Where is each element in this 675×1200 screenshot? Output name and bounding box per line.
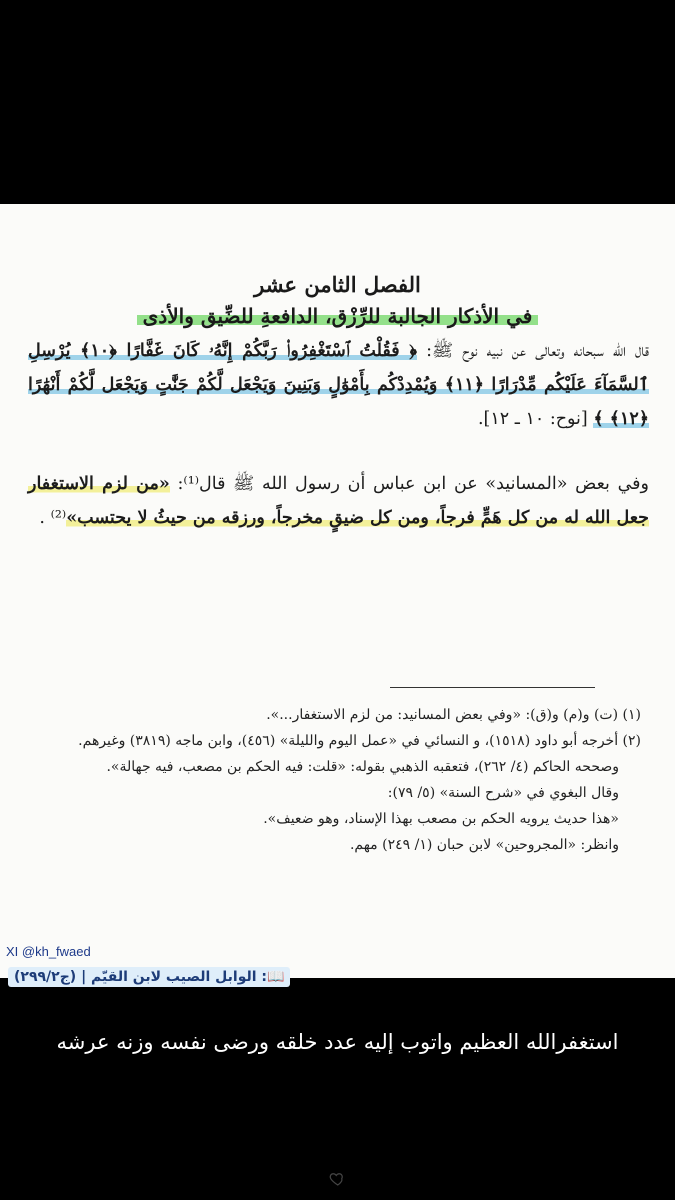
footnote: وانظر: «المجروحين» لابن حبان (١/ ٢٤٩) مهم. xyxy=(349,837,619,853)
hadith-text: «من لزم الاستغفار جعل الله له من كل هَمٍّ فرجاً، ومن كل ضيقٍ مخرجاً، ورزقه من حيثُ لا يحتسب» xyxy=(28,474,649,528)
paragraph-verse xyxy=(28,334,649,436)
footnotes xyxy=(40,702,641,858)
footnote: «هذا حديث يرويه الحكم بن مصعب بهذا الإسناد، وهو ضعيف». xyxy=(263,811,619,827)
chapter-subtitle: في الأذكار الجالبة للرِّزْق، الدافعةِ للضِّيق والأذى xyxy=(137,304,539,328)
paragraph-hadith xyxy=(28,467,649,535)
footnote-separator xyxy=(390,687,595,688)
footnote: وصححه الحاكم (٤/ ٢٦٢)، فتعقبه الذهبي بقوله: «قلت: فيه الحكم بن مصعب، فيه جهالة». xyxy=(106,759,619,775)
quran-verse: ﴿ فَقُلْتُ ٱسْتَغْفِرُوا۟ رَبَّكُمْ إِنَّهُۥ كَانَ غَفَّارًا ﴿١٠﴾ يُرْسِلِ ٱلسَّمَآءَ عَلَيْكُم مِّدْرَارًا ﴿١١﴾ وَيُمْدِدْكُم بِأَمْوَٰلٍ وَبَنِينَ وَيَجْعَل لَّكُمْ جَنَّٰتٍ وَيَجْعَل لَّكُمْ أَنْهَٰرًا ﴿١٢﴾ ﴾ xyxy=(28,341,650,429)
footnote: (١) (ت) و(م) و(ق): «وفي بعض المسانيد: من لزم الاستغفار...». xyxy=(266,707,641,723)
heart-icon[interactable] xyxy=(328,1170,346,1188)
chapter-subtitle-wrap xyxy=(0,304,675,328)
paragraph2-intro: وفي بعض «المسانيد» عن ابن عباس أن رسول الله ﷺ قال⁽¹⁾: xyxy=(169,474,649,494)
hadith-footnote-mark: ⁽²⁾ xyxy=(50,508,67,528)
footnote: (٢) أخرجه أبو داود (١٥١٨)، و النسائي في «عمل اليوم والليلة» (٤٥٦)، وابن ماجه (٣٨١٩) وغيرهم. xyxy=(78,733,641,749)
watermark-handle: XI @kh_fwaed xyxy=(6,944,91,959)
source-tag: 📖: الوابل الصيب لابن القيّم | (ج٢٩٩/٢) xyxy=(8,967,290,987)
chapter-title: الفصل الثامن عشر xyxy=(254,272,421,297)
paragraph1-intro: قال الله سبحانه وتعالى عن نبيه نوح ﷺ: xyxy=(416,341,649,361)
caption-text: استغفرالله العظيم واتوب إليه عدد خلقه ورضى نفسه وزنه عرشه xyxy=(56,1030,619,1054)
hadith-end: . xyxy=(39,508,51,528)
footnote: وقال البغوي في «شرح السنة» (٥/ ٧٩): xyxy=(387,785,619,801)
verse-reference: [نوح: ١٠ ـ ١٢]. xyxy=(477,409,594,429)
book-page xyxy=(0,204,675,985)
